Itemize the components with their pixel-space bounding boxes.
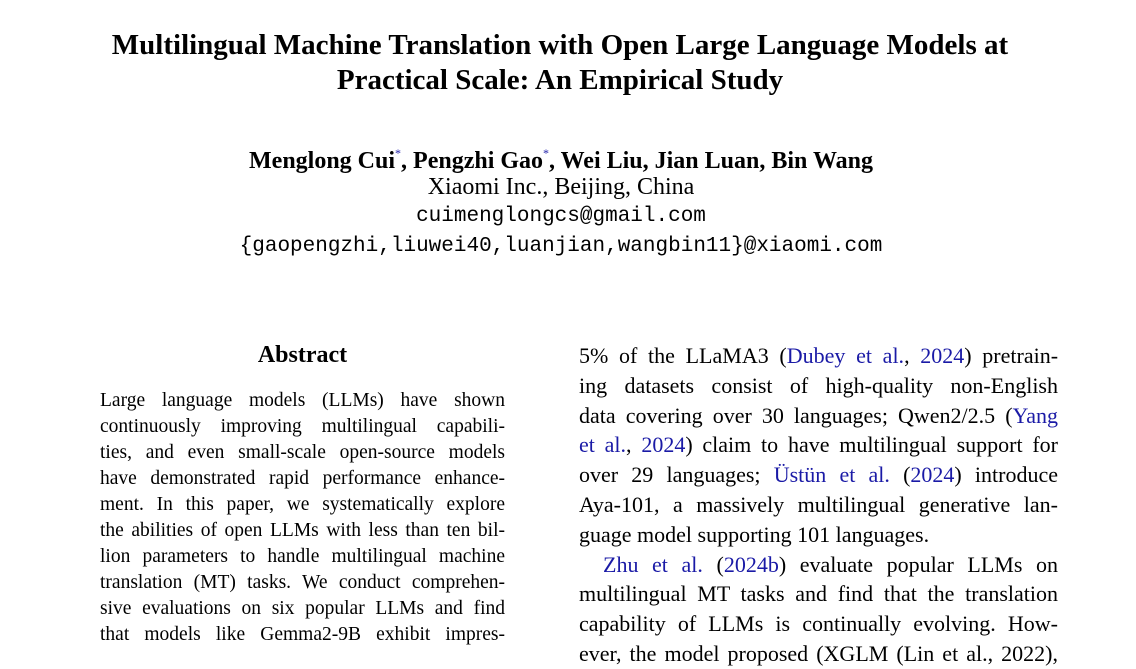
body-line — [579, 550, 1058, 580]
body-text: 5% of the LLaMA3 ( — [579, 343, 787, 368]
citation-link[interactable]: et al. — [579, 432, 627, 458]
body-column — [579, 341, 1058, 669]
abstract-line: have demonstrated rapid performance enhance- — [100, 468, 505, 489]
author-name: Pengzhi Gao — [413, 148, 544, 174]
body-line: multilingual MT tasks and find that the translation — [579, 581, 1058, 607]
body-text: ) pretrain- — [964, 343, 1059, 368]
abstract-line: the abilities of open LLMs with less than ten bil- — [100, 520, 505, 541]
abstract-line: continuously improving multilingual capabili- — [100, 416, 505, 437]
abstract-line: ties, and even small-scale open-source models — [100, 442, 505, 463]
body-text: ( — [702, 551, 724, 577]
citation-link[interactable]: 2024 — [920, 343, 965, 368]
abstract-line: translation (MT) tasks. We conduct comprehen- — [100, 572, 505, 593]
equal-contribution-mark[interactable]: * — [395, 146, 402, 160]
title-line-1: Multilingual Machine Translation with Open Large Language Models at — [111, 29, 1009, 61]
body-text: ) claim to have multilingual support for — [685, 432, 1058, 458]
author-email-group: {gaopengzhi,liuwei40,luanjian,wangbin11}@xiaomi.com — [239, 235, 883, 258]
author-names: Wei Liu, Jian Luan, Bin Wang — [560, 148, 873, 174]
affiliation: Xiaomi Inc., Beijing, China — [427, 174, 695, 200]
author-separator: , — [549, 148, 561, 174]
body-text: ) introduce — [954, 462, 1059, 488]
citation-link[interactable]: Üstün et al. — [773, 462, 890, 488]
body-line — [579, 401, 1058, 431]
abstract-line: lion parameters to handle multilingual machine — [100, 546, 505, 567]
body-text: , — [626, 432, 642, 458]
author-name: Menglong Cui — [249, 148, 396, 174]
citation-link[interactable]: 2024 — [910, 462, 955, 488]
body-line: ing datasets consist of high-quality non-English — [579, 372, 1058, 398]
body-line: ever, the model proposed (XGLM (Lin et al., 2022), — [579, 640, 1058, 666]
abstract-line: Large language models (LLMs) have shown — [100, 390, 505, 411]
paper-title — [40, 28, 1080, 98]
body-text: ( — [889, 462, 911, 488]
citation-link[interactable]: 2024b — [723, 551, 779, 577]
citation-link[interactable]: Yang — [1012, 402, 1058, 428]
body-line: Aya-101, a massively multilingual generative lan- — [579, 491, 1058, 517]
abstract-line: that models like Gemma2-9B exhibit impres- — [100, 624, 505, 645]
citation-link[interactable]: Zhu et al. — [603, 551, 703, 577]
body-text: , — [904, 343, 921, 368]
body-text: data covering over 30 languages; Qwen2/2.5 ( — [579, 402, 1013, 428]
abstract-heading: Abstract — [257, 342, 348, 368]
title-line-2: Practical Scale: An Empirical Study — [336, 64, 784, 96]
author-list — [0, 140, 1122, 176]
citation-link[interactable]: Dubey et al. — [786, 343, 905, 368]
abstract-text — [100, 388, 505, 648]
body-line — [579, 460, 1058, 490]
equal-contribution-mark[interactable]: * — [543, 146, 550, 160]
body-text: over 29 languages; — [579, 462, 774, 488]
author-email: cuimenglongcs@gmail.com — [416, 205, 706, 228]
body-line: capability of LLMs is continually evolving. How- — [579, 611, 1058, 637]
body-text: ) evaluate popular LLMs on — [778, 551, 1058, 577]
body-line — [579, 341, 1058, 371]
body-line: guage model supporting 101 languages. — [579, 521, 930, 547]
citation-link[interactable]: 2024 — [641, 432, 686, 458]
body-line — [579, 430, 1058, 460]
abstract-line: ment. In this paper, we systematically explore — [100, 494, 505, 515]
author-separator: , — [401, 148, 414, 174]
abstract-line: sive evaluations on six popular LLMs and find — [100, 598, 505, 619]
